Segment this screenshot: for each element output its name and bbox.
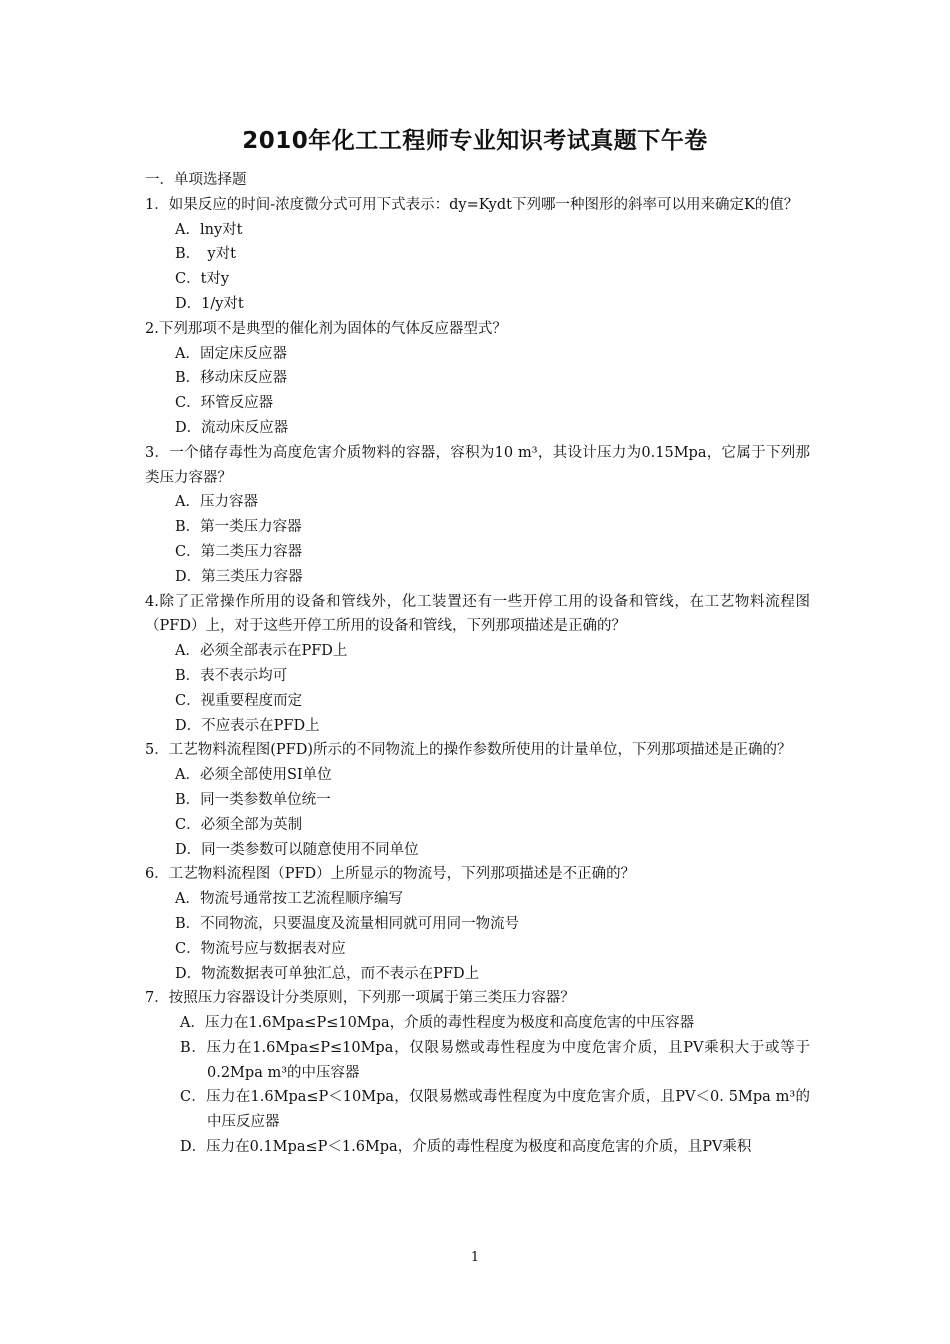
question-7-option-c: C．压力在1.6Mpa≤P＜10Mpa，仅限易燃或毒性程度为中度危害介质，且PV＜0. 5Mpa m³的中压反应器 bbox=[180, 1089, 810, 1131]
question-5-option-a: A．必须全部使用SI单位 bbox=[175, 767, 332, 784]
question-3-option-d: D．第三类压力容器 bbox=[175, 568, 303, 585]
question-7-option-a: A．压力在1.6Mpa≤P≤10Mpa，介质的毒性程度为极度和高度危害的中压容器 bbox=[180, 1015, 695, 1032]
question-5-option-c: C．必须全部为英制 bbox=[175, 816, 303, 833]
question-2-stem: 2.下列那项不是典型的催化剂为固体的气体反应器型式？ bbox=[145, 320, 507, 337]
question-1-option-d: D．1/y对t bbox=[175, 295, 244, 312]
question-5-option-d: D．同一类参数可以随意使用不同单位 bbox=[175, 841, 419, 858]
question-3-stem: 3．一个储存毒性为高度危害介质物料的容器，容积为10 m³，其设计压力为0.15Mpa，它属于下列那类压力容器？ bbox=[145, 444, 810, 486]
question-6-option-c: C．物流号应与数据表对应 bbox=[175, 940, 346, 957]
question-1-option-a: A．lny对t bbox=[175, 221, 243, 238]
question-4-option-d: D．不应表示在PFD上 bbox=[175, 717, 320, 734]
question-5-option-b: B．同一类参数单位统一 bbox=[175, 791, 331, 808]
document-title: 2010年化工工程师专业知识考试真题下午卷 bbox=[242, 128, 708, 154]
question-4-stem: 4.除了正常操作所用的设备和管线外，化工装置还有一些开停工用的设备和管线，在工艺物料流程图（PFD）上，对于这些开停工所用的设备和管线，下列那项描述是正确的？ bbox=[145, 593, 810, 635]
question-3-option-c: C．第二类压力容器 bbox=[175, 543, 303, 560]
question-1-stem: 1．如果反应的时间-浓度微分式可用下式表示：dy=Kydt下列哪一种图形的斜率可以用来确定K的值？ bbox=[145, 196, 799, 213]
question-5-stem: 5．工艺物料流程图(PFD)所示的不同物流上的操作参数所使用的计量单位，下列那项描述是正确的？ bbox=[145, 742, 792, 759]
question-1-option-b: B． y对t bbox=[175, 246, 236, 263]
question-6-option-b: B．不同物流，只要温度及流量相同就可用同一物流号 bbox=[175, 915, 520, 932]
question-1-option-c: C．t对y bbox=[175, 271, 230, 288]
question-2-option-a: A．固定床反应器 bbox=[175, 345, 287, 362]
question-2-option-b: B．移动床反应器 bbox=[175, 370, 288, 387]
question-2-option-d: D．流动床反应器 bbox=[175, 419, 289, 436]
section-heading: 一．单项选择题 bbox=[145, 172, 247, 188]
question-4-option-b: B．表不表示均可 bbox=[175, 667, 288, 684]
question-7-stem: 7．按照压力容器设计分类原则，下列那一项属于第三类压力容器？ bbox=[145, 990, 575, 1007]
question-4-option-c: C．视重要程度而定 bbox=[175, 692, 303, 709]
page-number: 1 bbox=[470, 1250, 480, 1265]
question-7-option-d: D．压力在0.1Mpa≤P＜1.6Mpa，介质的毒性程度为极度和高度危害的介质，且PV乘积 bbox=[180, 1139, 752, 1156]
question-3-option-b: B．第一类压力容器 bbox=[175, 519, 302, 536]
question-6-option-a: A．物流号通常按工艺流程顺序编写 bbox=[175, 891, 403, 908]
question-6-stem: 6．工艺物料流程图（PFD）上所显示的物流号，下列那项描述是不正确的？ bbox=[145, 866, 636, 883]
question-3-option-a: A．压力容器 bbox=[175, 494, 258, 511]
document-body bbox=[145, 168, 810, 1160]
question-2-option-c: C．环管反应器 bbox=[175, 395, 274, 412]
question-7-option-b: B．压力在1.6Mpa≤P≤10Mpa，仅限易燃或毒性程度为中度危害介质，且PV乘积大于或等于0.2Mpa m³的中压容器 bbox=[180, 1039, 810, 1081]
question-4-option-a: A．必须全部表示在PFD上 bbox=[175, 643, 348, 660]
question-6-option-d: D．物流数据表可单独汇总，而不表示在PFD上 bbox=[175, 965, 480, 982]
